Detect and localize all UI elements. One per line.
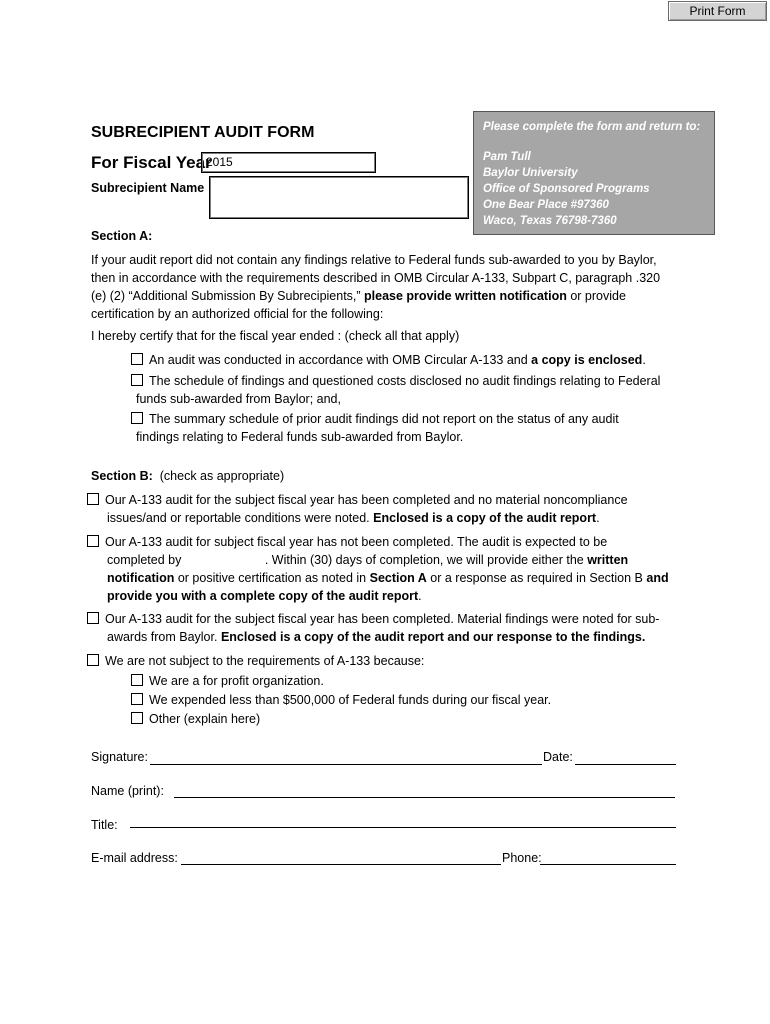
section-a-option-3 [131, 410, 619, 446]
option-emphasis: Enclosed is a copy of the audit report and our response to the findings. [220, 630, 646, 644]
section-b-title: Section B: [91, 469, 153, 483]
option-text: . [418, 589, 422, 603]
checkbox[interactable] [131, 374, 143, 386]
option-text: We are not subject to the requirements of A-133 because: [105, 654, 425, 668]
email-label: E-mail address: [91, 851, 178, 865]
phone-line[interactable] [540, 864, 676, 865]
reason-text: Other (explain here) [149, 712, 261, 726]
option-text: An audit was conducted in accordance with OMB Circular A-133 and [149, 353, 532, 367]
intro-text: or provide [566, 289, 626, 303]
return-address-box [473, 111, 715, 235]
intro-line: certification by an authorized official for the following: [91, 307, 384, 321]
fiscal-year-label: For Fiscal Year [91, 153, 212, 172]
return-line: Baylor University [483, 167, 578, 179]
certify-statement: I hereby certify that for the fiscal year ended : (check all that apply) [91, 329, 460, 343]
option-emphasis: provide you with a complete copy of the audit report [107, 589, 419, 603]
section-b-option-4 [87, 652, 424, 670]
checkbox[interactable] [131, 412, 143, 424]
email-line[interactable] [181, 864, 501, 865]
checkbox[interactable] [87, 493, 99, 505]
date-line[interactable] [575, 764, 676, 765]
option-emphasis: and [646, 571, 669, 585]
exemption-reasons [131, 672, 551, 728]
option-text: funds sub-awarded from Baylor; and, [136, 392, 341, 406]
checkbox[interactable] [87, 654, 99, 666]
intro-emphasis: please provide written notification [364, 289, 567, 303]
return-heading: Please complete the form and return to: [483, 121, 701, 133]
option-emphasis: Enclosed is a copy of the audit report [373, 511, 597, 525]
option-emphasis: Section A [369, 571, 427, 585]
option-text: The schedule of findings and questioned costs disclosed no audit findings relating to Federal [149, 374, 661, 388]
title-line[interactable] [130, 827, 676, 828]
intro-text: (e) (2) “Additional Submission By Subrecipients,” [91, 289, 365, 303]
reason-text: We expended less than $500,000 of Federal funds during our fiscal year. [149, 693, 552, 707]
option-text: issues/and or reportable conditions were noted. [107, 511, 374, 525]
intro-line: If your audit report did not contain any findings relative to Federal funds sub-awarded to you by Baylor, [91, 253, 657, 267]
checkbox[interactable] [131, 353, 143, 365]
name-line[interactable] [174, 797, 675, 798]
reason-text: We are a for profit organization. [149, 674, 324, 688]
section-b-option-3 [87, 610, 659, 646]
option-emphasis: notification [107, 571, 175, 585]
option-text: Our A-133 audit for the subject fiscal year has been completed. Material findings were noted for sub- [105, 612, 660, 626]
option-text: The summary schedule of prior audit findings did not report on the status of any audit [149, 412, 619, 426]
option-text: Our A-133 audit for the subject fiscal year has been completed and no material noncompliance [105, 493, 628, 507]
intro-line [91, 287, 731, 305]
intro-line: then in accordance with the requirements described in OMB Circular A-133, Subpart C, paragraph .320 [91, 271, 661, 285]
option-text: findings relating to Federal funds sub-awarded from Baylor. [136, 430, 464, 444]
option-emphasis: a copy is enclosed [531, 353, 643, 367]
section-a-intro [91, 251, 731, 323]
title-label: Title: [91, 818, 118, 832]
option-text: . [596, 511, 600, 525]
return-line: Waco, Texas 76798-7360 [483, 215, 617, 227]
option-text: or a response as required in Section B [426, 571, 647, 585]
fiscal-year-input[interactable]: 2015 [201, 152, 376, 173]
return-line: Pam Tull [483, 151, 531, 163]
checkbox[interactable] [131, 674, 143, 686]
return-line: One Bear Place #97360 [483, 199, 609, 211]
signature-line[interactable] [150, 764, 542, 765]
phone-label: Phone: [502, 851, 542, 865]
checkbox[interactable] [87, 535, 99, 547]
section-a-option-2 [131, 372, 660, 408]
date-label: Date: [543, 750, 573, 764]
option-text: or positive certification as noted in [174, 571, 370, 585]
subrecipient-name-input[interactable] [209, 176, 469, 219]
option-text: awards from Baylor. [107, 630, 221, 644]
section-b-option-1 [87, 491, 628, 527]
signature-label: Signature: [91, 750, 148, 764]
option-emphasis: written [587, 553, 629, 567]
section-b-heading [91, 467, 284, 485]
print-form-button[interactable]: Print Form [668, 1, 767, 21]
name-label: Name (print): [91, 784, 164, 798]
checkbox[interactable] [131, 712, 143, 724]
return-line: Office of Sponsored Programs [483, 183, 650, 195]
checkbox[interactable] [131, 693, 143, 705]
checkbox[interactable] [87, 612, 99, 624]
subrecipient-name-label: Subrecipient Name [91, 181, 205, 195]
section-b-option-2 [87, 533, 669, 605]
section-a-heading: Section A: [91, 229, 153, 243]
form-title: SUBRECIPIENT AUDIT FORM [91, 124, 315, 141]
option-text: . [642, 353, 646, 367]
option-text: Our A-133 audit for subject fiscal year has not been completed. The audit is expected to be [105, 535, 608, 549]
option-text: . Within (30) days of completion, we will provide either the [264, 553, 588, 567]
section-b-note: (check as appropriate) [159, 469, 285, 483]
section-a-option-1 [131, 351, 646, 369]
option-text: completed by [107, 553, 185, 567]
